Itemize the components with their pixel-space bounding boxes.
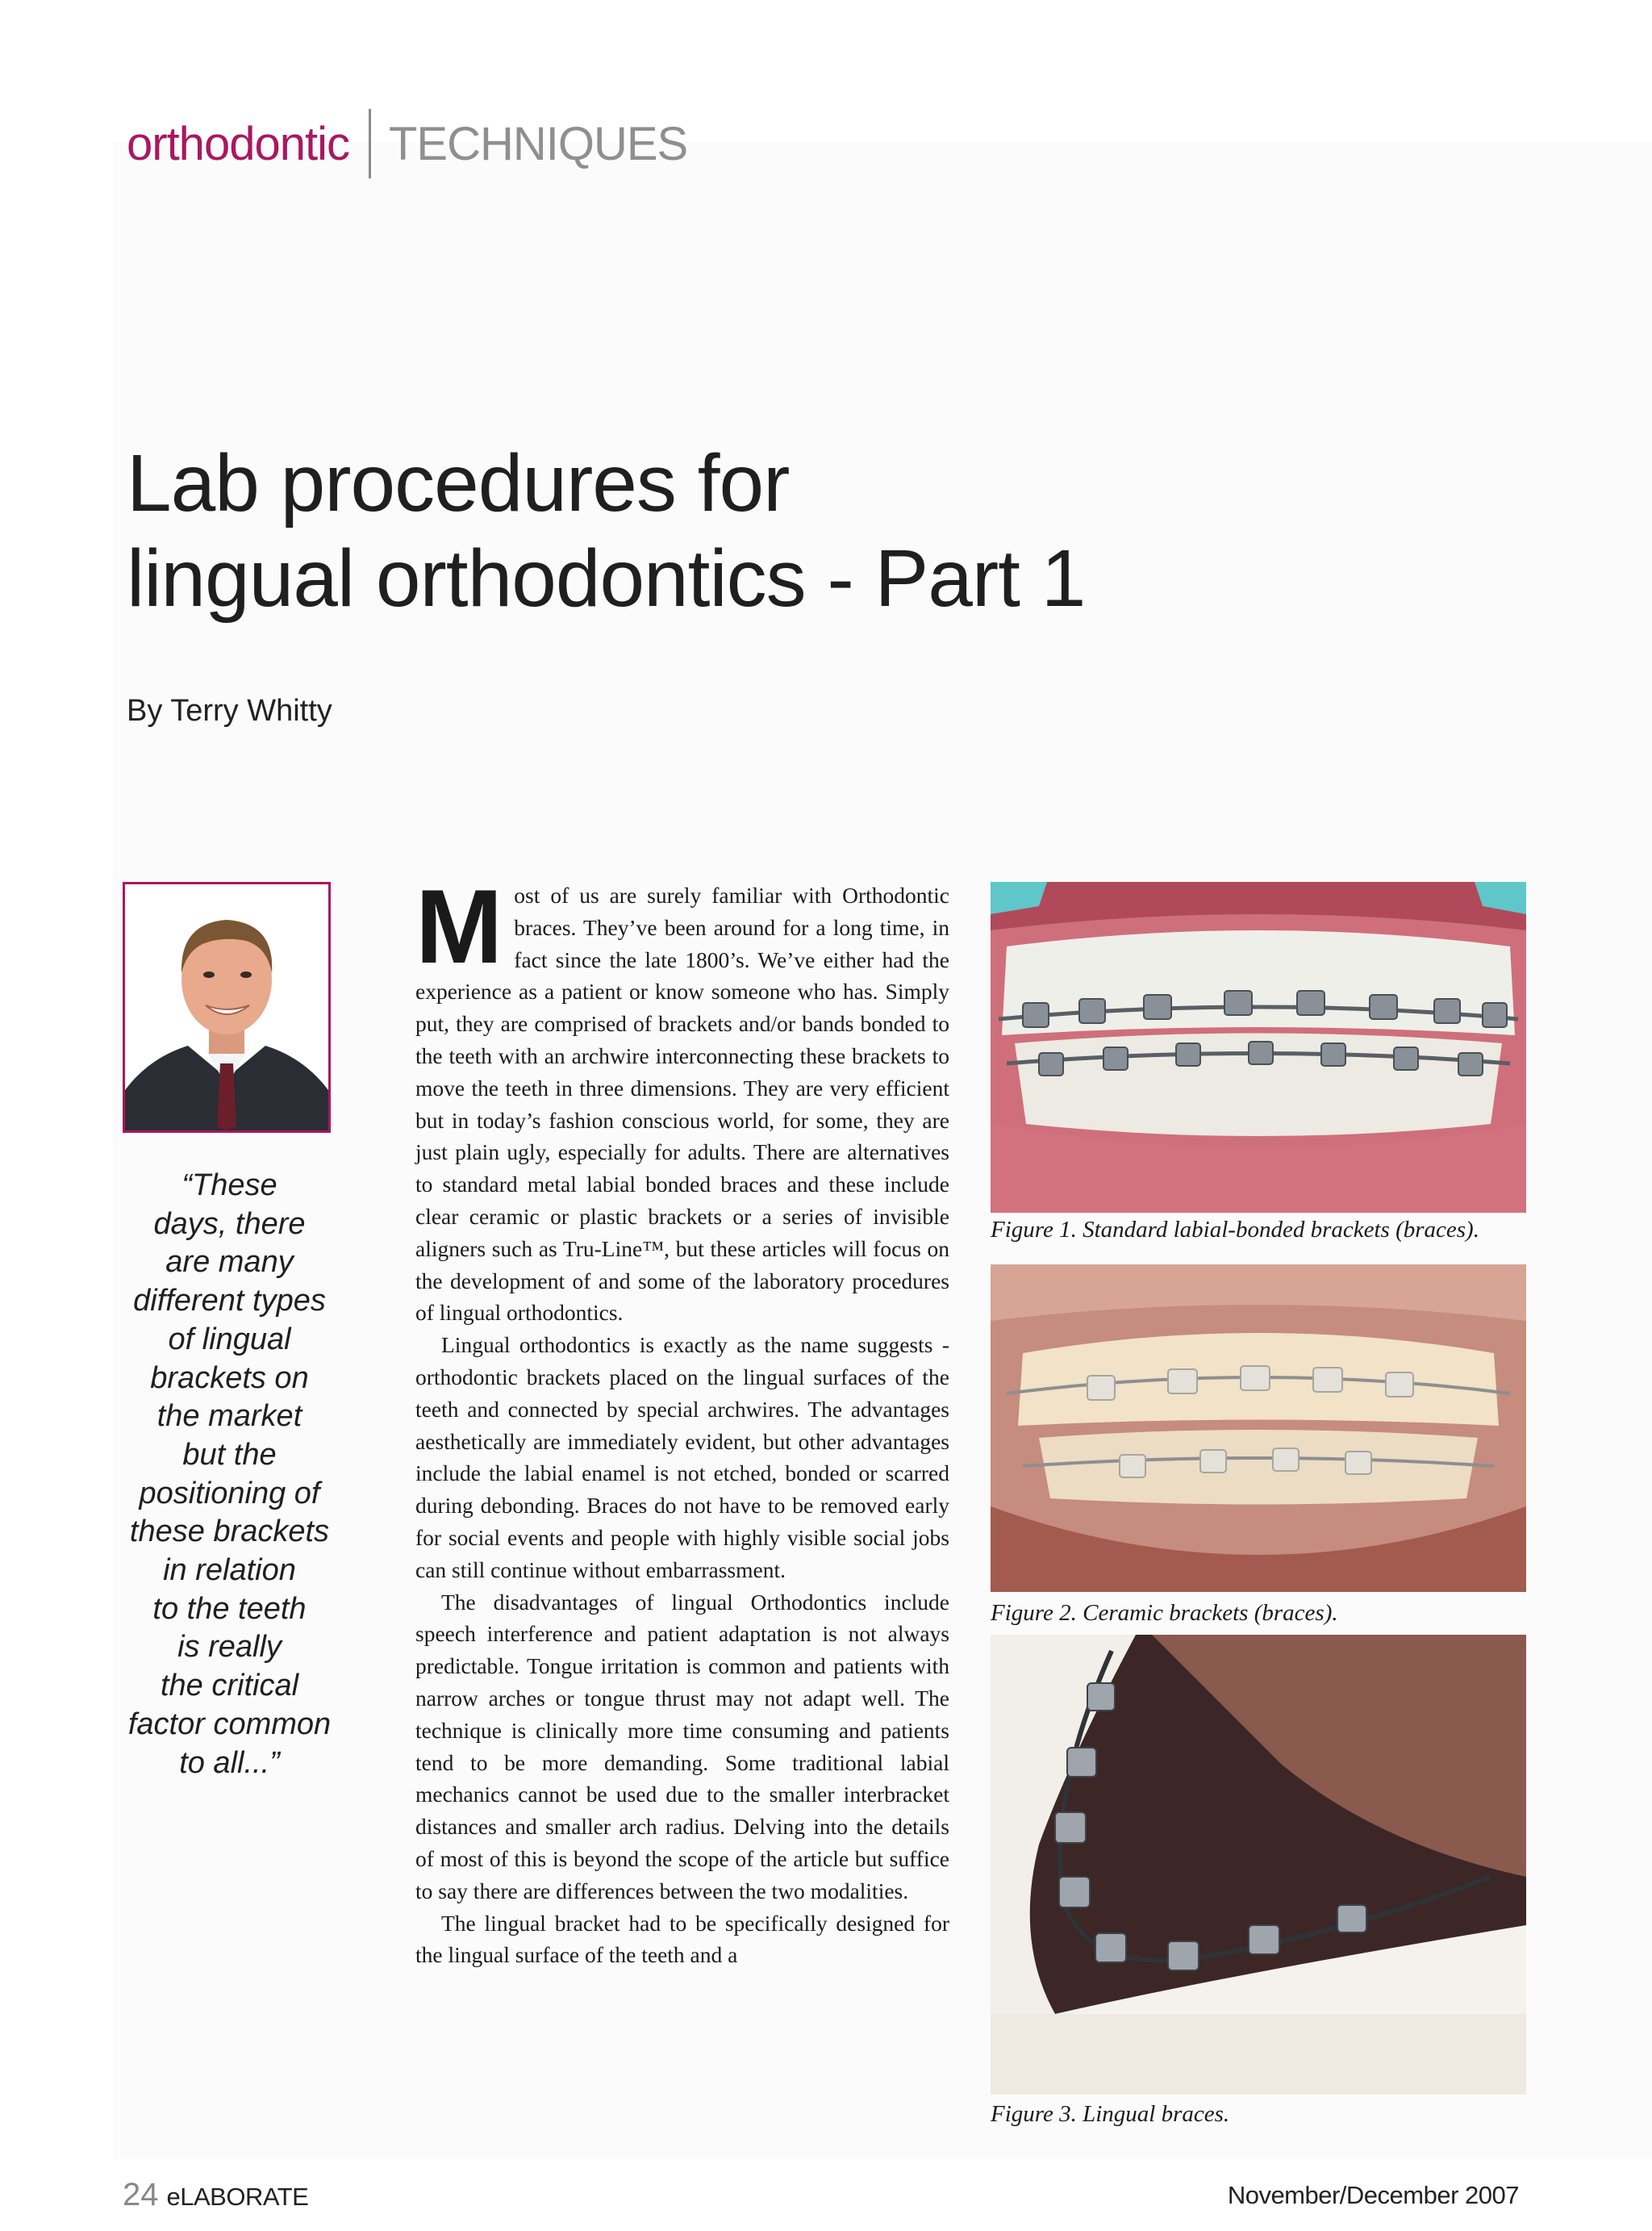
page-number: 24 <box>123 2177 159 2212</box>
paragraph-1-text: ost of us are surely familiar with Orthodontic braces. They’ve been around for a long time, in fact since the late 1800’s. We’ve either had the experience as a patient or know someone who has. Simply put, they are comprised of brackets and/or bands bonded to the teeth with an archwire interconnecting these brackets to move the teeth in three dimensions. They are very efficient but in today’s fashion conscious world, for some, they are just plain ugly, especially for adults. There are alternatives to standard metal labial bonded braces and these include clear ceramic or plastic brackets or a series of invisible aligners such as Tru-Line™, but these articles will focus on the development of and some of the laboratory procedures of lingual orthodontics. <box>415 883 949 1326</box>
lingual-braces-photo <box>991 1635 1526 2095</box>
paragraph-1 <box>415 867 949 1329</box>
pullquote-line: but the <box>182 1437 277 1472</box>
author-photo-image <box>125 884 328 1130</box>
pullquote-line: positioning of <box>139 1476 320 1510</box>
section-label-secondary: TECHNIQUES <box>388 117 688 170</box>
byline: By Terry Whitty <box>127 694 332 728</box>
pullquote-line: are many <box>165 1245 294 1280</box>
article-body <box>415 867 949 1971</box>
drop-cap: M <box>415 867 503 985</box>
pullquote-line: these brackets <box>129 1514 330 1549</box>
pullquote-line: to the teeth <box>152 1591 307 1626</box>
figure-3-caption: Figure 3. Lingual braces. <box>991 2101 1230 2127</box>
figure-1-image <box>991 882 1526 1213</box>
pullquote-line: days, there <box>153 1206 306 1241</box>
issue-date: November/December 2007 <box>1227 2181 1519 2209</box>
article-title <box>127 436 1337 626</box>
pullquote-line: the market <box>156 1399 302 1434</box>
figure-2-image <box>991 1264 1526 1592</box>
footer-left <box>123 2177 308 2213</box>
pullquote-line: different types <box>133 1284 326 1318</box>
section-header <box>127 111 687 176</box>
figure-2-caption: Figure 2. Ceramic brackets (braces). <box>991 1600 1338 1626</box>
section-label-primary: orthodontic <box>127 117 349 170</box>
pullquote-line: factor common <box>127 1707 332 1741</box>
paragraph-3: The disadvantages of lingual Orthodontics include speech interference and patient adaptation is not always predictable. Tongue irritation is common and patients with narrow arches or tongue thrust may not adapt well. The technique is clinically more time consuming and patients tend to be more demanding. Some traditional labial mechanics cannot be used due to the smaller interbracket distances and smaller arch radius. Delving into the details of most of this is beyond the scope of the article but suffice to say there are differences between the two modalities. <box>415 1589 949 1903</box>
paragraph-2: Lingual orthodontics is exactly as the name suggests - orthodontic brackets placed on the lingual surfaces of the teeth and connected by special archwires. The advantages aesthetically are immediately evident, but other advantages include the labial enamel is not etched, bonded or scarred during debonding. Braces do not have to be removed early for social events and people with highly visible social jobs can still continue without embarrassment. <box>415 1332 949 1582</box>
pullquote-line: in relation <box>163 1553 296 1588</box>
magazine-name: eLABORATE <box>166 2183 309 2211</box>
figure-1-caption: Figure 1. Standard labial-bonded brackets (braces). <box>991 1217 1479 1243</box>
paragraph-4: The lingual bracket had to be specifically designed for the lingual surface of the teeth and a <box>415 1910 949 1968</box>
pullquote-line: “These <box>181 1168 277 1202</box>
pullquote-line: brackets on <box>150 1360 309 1395</box>
figure-3-image <box>991 1635 1526 2095</box>
pullquote-line: the critical <box>160 1669 299 1703</box>
title-line-1: Lab procedures for <box>127 438 790 529</box>
author-portrait <box>123 882 331 1133</box>
header-divider <box>369 109 371 178</box>
pull-quote <box>115 1167 344 1782</box>
pullquote-line: of lingual <box>168 1322 291 1356</box>
title-line-2: lingual orthodontics - Part 1 <box>127 533 1086 624</box>
pullquote-line: to all...” <box>179 1745 280 1780</box>
labial-braces-photo <box>991 882 1526 1213</box>
pullquote-line: is really <box>177 1630 282 1665</box>
ceramic-braces-photo <box>991 1264 1526 1592</box>
